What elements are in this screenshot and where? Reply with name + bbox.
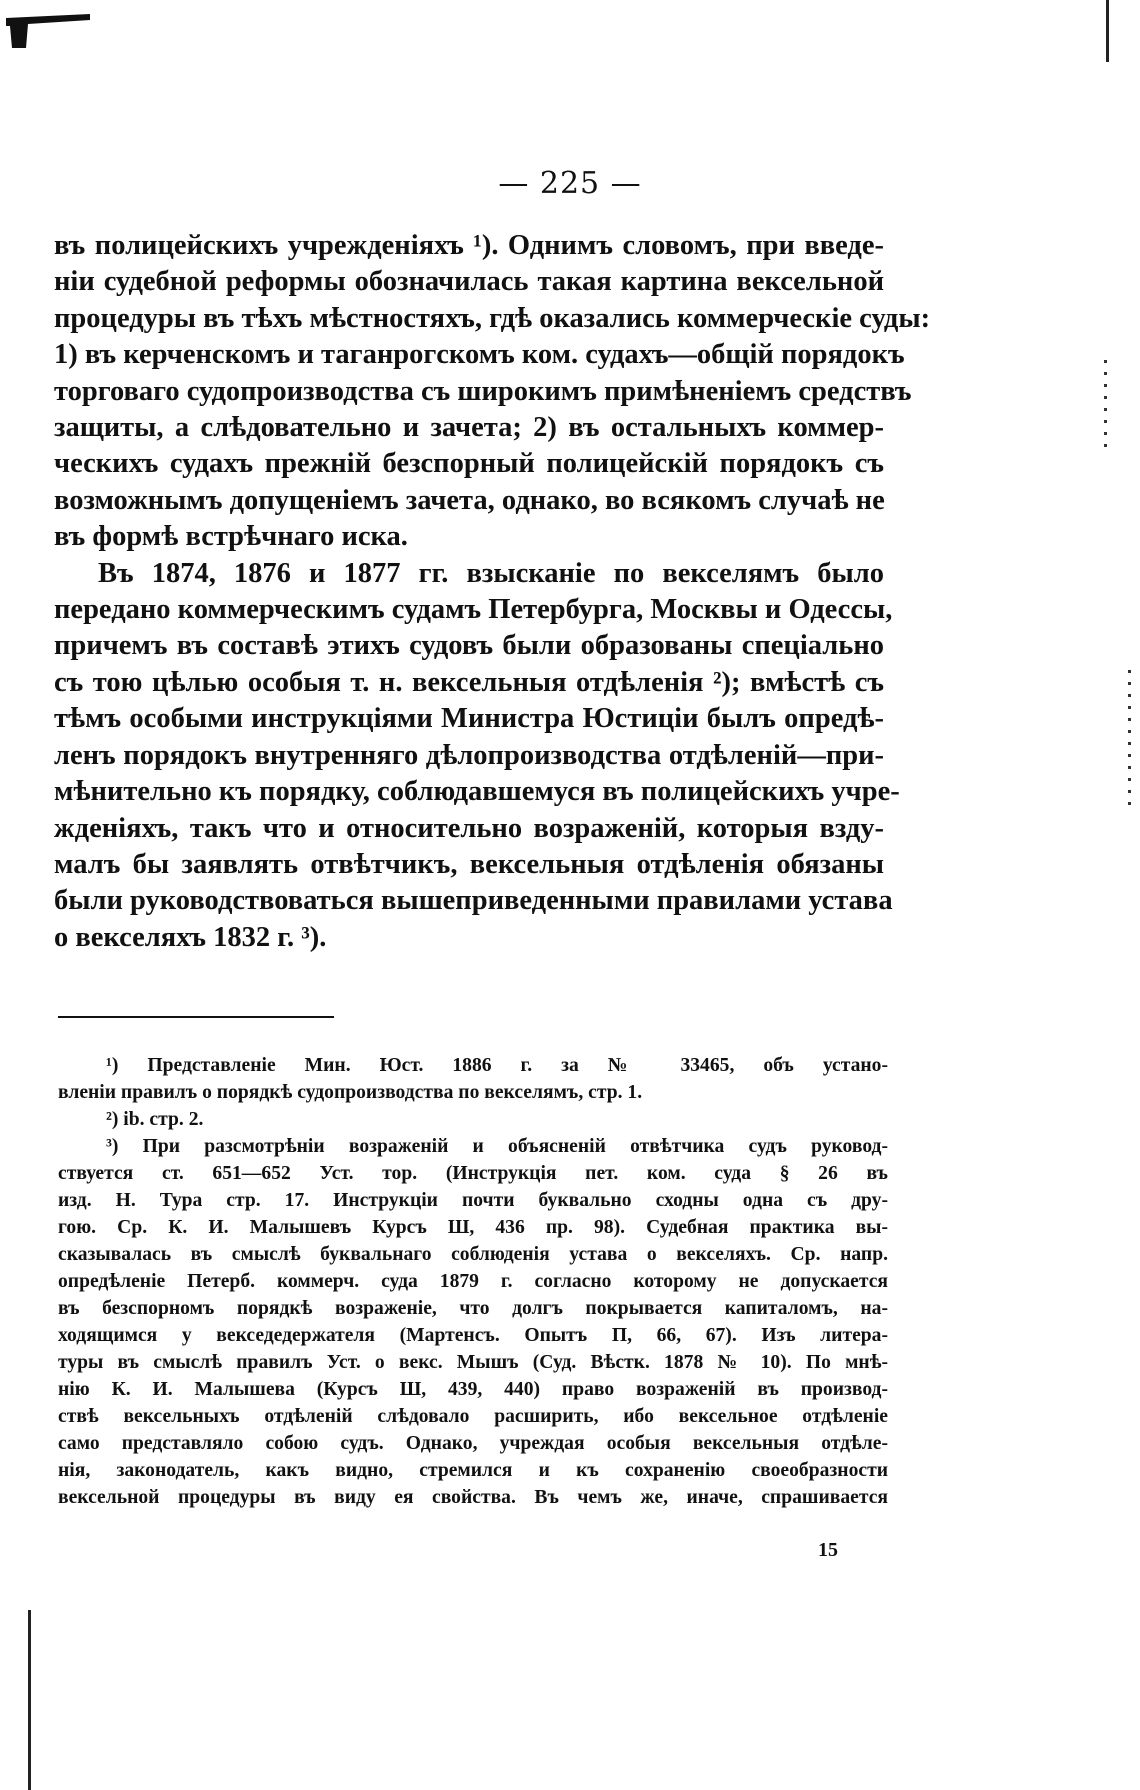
text-line: малъ бы заявлять отвѣтчикъ, вексельныя отдѣленія обязаны <box>54 848 884 880</box>
scan-edge-dots-lower <box>1128 670 1131 814</box>
paragraph-1 <box>54 228 931 556</box>
footnote-line: ствуется ст. 651—652 Уст. тор. (Инструкція пет. ком. суда § 26 въ <box>58 1163 888 1184</box>
footnote-line: ³) При разсмотрѣніи возраженій и объясненій отвѣтчика судъ руковод- <box>106 1136 888 1157</box>
text-line: защиты, а слѣдовательно и зачета; 2) въ остальныхъ коммер- <box>54 412 884 444</box>
footnote-line: туры въ смыслѣ правилъ Уст. о векс. Мышъ (Суд. Вѣстк. 1878 № 10). По мнѣ- <box>58 1352 888 1373</box>
text-line: въ формѣ встрѣчнаго иска. <box>54 521 408 553</box>
text-line: тѣмъ особыми инструкціями Министра Юстиціи былъ опредѣ- <box>54 703 884 735</box>
text-line: ніи судебной реформы обозначилась такая картина вексельной <box>54 266 884 298</box>
footnote-line: ¹) Представленіе Мин. Юст. 1886 г. за № 33465, объ устано- <box>106 1055 888 1076</box>
scan-corner-mark <box>6 14 90 48</box>
text-line: въ полицейскихъ учрежденіяхъ ¹). Однимъ словомъ, при введе- <box>54 230 884 261</box>
text-line: процедуры въ тѣхъ мѣстностяхъ, гдѣ оказались коммерческіе суды: <box>54 302 931 334</box>
footnote-line: вексельной процедуры въ виду ея свойства. Въ чемъ же, иначе, спрашивается <box>58 1487 888 1508</box>
text-line: 1) въ керченскомъ и таганрогскомъ ком. судахъ—общій порядокъ <box>54 339 905 371</box>
text-line: причемъ въ составѣ этихъ судовъ были образованы спеціально <box>54 630 884 662</box>
footnote-line: нія, законодатель, какъ видно, стремился и къ сохраненію своеобразности <box>58 1460 888 1481</box>
footnote-line: ²) ib. стр. 2. <box>106 1109 204 1130</box>
text-line: жденіяхъ, такъ что и относительно возраженій, которыя взду- <box>54 812 884 844</box>
footnote-line: въ безспорномъ порядкѣ возраженіе, что долгъ покрывается капиталомъ, на- <box>58 1298 888 1319</box>
footnote-line: гою. Ср. К. И. Малышевъ Курсъ Ш, 436 пр. 98). Судебная практика вы- <box>58 1217 888 1238</box>
scan-edge-dots <box>1104 360 1107 456</box>
footnote-line: ходящимся у векседедержателя (Мартенсъ. Опытъ П, 66, 67). Изъ литера- <box>58 1325 888 1346</box>
footnote-line: само представляло собою судъ. Однако, учреждая особыя вексельныя отдѣле- <box>58 1433 888 1454</box>
text-line: о векселяхъ 1832 г. ³). <box>54 921 327 953</box>
text-line: возможнымъ допущеніемъ зачета, однако, во всякомъ случаѣ не <box>54 484 885 516</box>
text-line: торговаго судопроизводства съ широкимъ примѣненіемъ средствъ <box>54 375 912 407</box>
text-line: ческихъ судахъ прежній безспорный полицейскій порядокъ съ <box>54 448 884 480</box>
footnote-line: опредѣленіе Петерб. коммерч. суда 1879 г. согласно которому не допускается <box>58 1271 888 1292</box>
footnote-separator <box>58 1016 334 1018</box>
footnote-line: нію К. И. Малышева (Курсъ Ш, 439, 440) право возраженій въ производ- <box>58 1379 888 1400</box>
scan-edge-line-top <box>1106 0 1109 62</box>
footnote-line: сказывалась въ смыслѣ буквальнаго соблюденія устава о векселяхъ. Ср. напр. <box>58 1244 888 1265</box>
footnotes <box>58 1052 888 1511</box>
paragraph-2 <box>54 556 900 956</box>
page-number-header: — 225 — <box>498 166 642 201</box>
scan-edge-line-left <box>28 1610 31 1790</box>
footnote-line: изд. Н. Тура стр. 17. Инструкціи почти буквально сходны одна съ дру- <box>58 1190 888 1211</box>
text-line: ленъ порядокъ внутренняго дѣлопроизводства отдѣленій—при- <box>54 739 884 771</box>
text-line: Въ 1874, 1876 и 1877 гг. взысканіе по векселямъ было <box>98 557 884 589</box>
text-line: были руководствоваться вышеприведенными правилами устава <box>54 885 893 917</box>
footnote-line: вленіи правилъ о порядкѣ судопроизводства по векселямъ, стр. 1. <box>58 1082 643 1103</box>
text-line: мѣнительно къ порядку, соблюдавшемуся въ полицейскихъ учре- <box>54 776 900 808</box>
main-text <box>54 228 931 956</box>
text-line: съ тою цѣлью особыя т. н. вексельныя отдѣленія ²); вмѣстѣ съ <box>54 666 884 698</box>
footnote-line: ствѣ вексельныхъ отдѣленій слѣдовало расширить, ибо вексельное отдѣленіе <box>58 1406 888 1427</box>
signature-mark: 15 <box>818 1539 838 1561</box>
text-line: передано коммерческимъ судамъ Петербурга, Москвы и Одессы, <box>54 594 893 626</box>
